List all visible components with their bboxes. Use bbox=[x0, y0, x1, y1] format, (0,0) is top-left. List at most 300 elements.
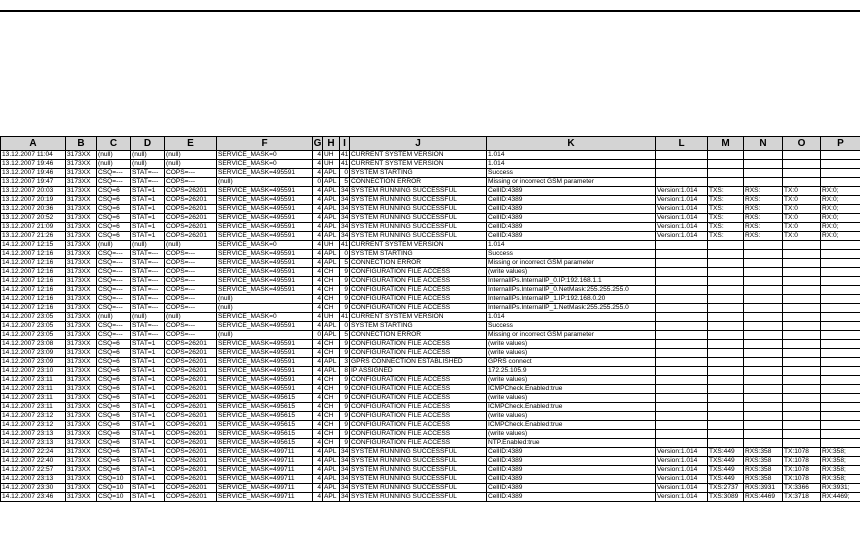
cell-g[interactable]: 0 bbox=[313, 331, 323, 340]
cell-l[interactable] bbox=[656, 358, 708, 367]
cell-m[interactable] bbox=[708, 169, 744, 178]
cell-g[interactable]: 4 bbox=[313, 232, 323, 241]
cell-h[interactable]: UH bbox=[323, 313, 340, 322]
cell-d[interactable]: STAT=--- bbox=[131, 322, 165, 331]
cell-h[interactable]: CH bbox=[323, 286, 340, 295]
cell-f[interactable]: SERVICE_MASK=495615 bbox=[217, 421, 313, 430]
cell-g[interactable]: 4 bbox=[313, 385, 323, 394]
cell-m[interactable] bbox=[708, 340, 744, 349]
cell-f[interactable]: SERVICE_MASK=495615 bbox=[217, 430, 313, 439]
cell-j[interactable]: CONFIGURATION FILE ACCESS bbox=[350, 349, 487, 358]
cell-n[interactable] bbox=[744, 250, 783, 259]
cell-e[interactable]: COPS=26201 bbox=[165, 475, 217, 484]
cell-k[interactable]: CellID:4389 bbox=[487, 196, 656, 205]
cell-g[interactable]: 4 bbox=[313, 322, 323, 331]
cell-p[interactable] bbox=[821, 403, 860, 412]
cell-g[interactable]: 4 bbox=[313, 223, 323, 232]
cell-m[interactable] bbox=[708, 313, 744, 322]
cell-o[interactable] bbox=[783, 259, 821, 268]
cell-c[interactable]: CSQ=--- bbox=[97, 178, 131, 187]
cell-h[interactable]: CH bbox=[323, 295, 340, 304]
cell-d[interactable]: (null) bbox=[131, 151, 165, 160]
cell-e[interactable]: COPS=26201 bbox=[165, 214, 217, 223]
cell-d[interactable]: STAT=1 bbox=[131, 367, 165, 376]
cell-d[interactable]: STAT=1 bbox=[131, 376, 165, 385]
cell-f[interactable]: SERVICE_MASK=499711 bbox=[217, 457, 313, 466]
cell-d[interactable]: STAT=1 bbox=[131, 412, 165, 421]
cell-k[interactable]: Missing or incorrect GSM parameter bbox=[487, 259, 656, 268]
cell-h[interactable]: APL bbox=[323, 331, 340, 340]
cell-f[interactable]: SERVICE_MASK=499711 bbox=[217, 475, 313, 484]
cell-g[interactable]: 4 bbox=[313, 277, 323, 286]
cell-i[interactable]: 9 bbox=[340, 304, 350, 313]
cell-n[interactable] bbox=[744, 421, 783, 430]
cell-j[interactable]: CURRENT SYSTEM VERSION bbox=[350, 160, 487, 169]
cell-g[interactable]: 4 bbox=[313, 169, 323, 178]
cell-h[interactable]: UH bbox=[323, 241, 340, 250]
cell-f[interactable]: SERVICE_MASK=495591 bbox=[217, 205, 313, 214]
cell-o[interactable] bbox=[783, 331, 821, 340]
cell-a[interactable]: 14.12.2007 12:15 bbox=[1, 241, 66, 250]
column-header-k[interactable]: K bbox=[487, 137, 656, 151]
cell-j[interactable]: SYSTEM RUNNING SUCCESSFUL bbox=[350, 187, 487, 196]
cell-p[interactable] bbox=[821, 160, 860, 169]
cell-a[interactable]: 14.12.2007 12:16 bbox=[1, 277, 66, 286]
cell-c[interactable]: CSQ=6 bbox=[97, 214, 131, 223]
cell-l[interactable] bbox=[656, 169, 708, 178]
cell-m[interactable] bbox=[708, 358, 744, 367]
cell-d[interactable]: STAT=1 bbox=[131, 484, 165, 493]
cell-n[interactable]: RXS: bbox=[744, 223, 783, 232]
cell-l[interactable] bbox=[656, 412, 708, 421]
cell-f[interactable]: SERVICE_MASK=495591 bbox=[217, 322, 313, 331]
cell-g[interactable]: 4 bbox=[313, 430, 323, 439]
cell-p[interactable] bbox=[821, 313, 860, 322]
cell-p[interactable]: RX:358; bbox=[821, 475, 860, 484]
cell-f[interactable]: SERVICE_MASK=495615 bbox=[217, 394, 313, 403]
cell-f[interactable]: (null) bbox=[217, 178, 313, 187]
cell-n[interactable] bbox=[744, 394, 783, 403]
cell-g[interactable]: 4 bbox=[313, 439, 323, 448]
cell-m[interactable]: TXS: bbox=[708, 214, 744, 223]
column-header-f[interactable]: F bbox=[217, 137, 313, 151]
cell-m[interactable] bbox=[708, 241, 744, 250]
cell-f[interactable]: (null) bbox=[217, 304, 313, 313]
cell-e[interactable]: COPS=26201 bbox=[165, 376, 217, 385]
cell-i[interactable]: 34 bbox=[341, 223, 349, 230]
cell-j[interactable]: CURRENT SYSTEM VERSION bbox=[350, 313, 487, 322]
cell-a[interactable]: 14.12.2007 23:08 bbox=[1, 340, 66, 349]
cell-g[interactable]: 4 bbox=[313, 250, 323, 259]
cell-e[interactable]: COPS=26201 bbox=[165, 349, 217, 358]
cell-d[interactable]: STAT=--- bbox=[131, 304, 165, 313]
cell-m[interactable] bbox=[708, 331, 744, 340]
cell-a[interactable]: 13.12.2007 19:46 bbox=[1, 169, 66, 178]
cell-f[interactable]: SERVICE_MASK=495591 bbox=[217, 376, 313, 385]
cell-b[interactable]: 3173XX bbox=[66, 493, 97, 502]
cell-j[interactable]: CONFIGURATION FILE ACCESS bbox=[350, 268, 487, 277]
cell-b[interactable]: 3173XX bbox=[66, 340, 97, 349]
cell-b[interactable]: 3173XX bbox=[66, 223, 97, 232]
cell-f[interactable]: SERVICE_MASK=499711 bbox=[217, 466, 313, 475]
cell-i[interactable]: 5 bbox=[340, 331, 350, 340]
cell-a[interactable]: 14.12.2007 23:30 bbox=[1, 484, 66, 493]
cell-h[interactable]: APL bbox=[323, 457, 340, 466]
cell-p[interactable]: RX:358; bbox=[821, 466, 860, 475]
cell-d[interactable]: (null) bbox=[131, 313, 165, 322]
cell-h[interactable]: APL bbox=[323, 322, 340, 331]
cell-k[interactable]: ICMPCheck.Enabled:true bbox=[487, 385, 656, 394]
cell-d[interactable]: STAT=--- bbox=[131, 250, 165, 259]
cell-b[interactable]: 3173XX bbox=[66, 322, 97, 331]
cell-c[interactable]: CSQ=--- bbox=[97, 169, 131, 178]
cell-a[interactable]: 14.12.2007 23:13 bbox=[1, 439, 66, 448]
cell-f[interactable]: SERVICE_MASK=495591 bbox=[217, 223, 313, 232]
cell-b[interactable]: 3173XX bbox=[66, 376, 97, 385]
cell-e[interactable]: COPS=26201 bbox=[165, 412, 217, 421]
cell-a[interactable]: 14.12.2007 23:05 bbox=[1, 313, 66, 322]
cell-h[interactable]: APL bbox=[323, 358, 340, 367]
cell-h[interactable]: UH bbox=[323, 160, 340, 169]
cell-p[interactable] bbox=[821, 349, 860, 358]
cell-a[interactable]: 14.12.2007 12:16 bbox=[1, 295, 66, 304]
cell-j[interactable]: GPRS CONNECTION ESTABLISHED bbox=[350, 358, 487, 367]
cell-f[interactable]: SERVICE_MASK=495591 bbox=[217, 232, 313, 241]
cell-b[interactable]: 3173XX bbox=[66, 358, 97, 367]
cell-p[interactable] bbox=[821, 421, 860, 430]
cell-g[interactable]: 4 bbox=[313, 349, 323, 358]
cell-e[interactable]: (null) bbox=[165, 160, 217, 169]
cell-b[interactable]: 3173XX bbox=[66, 403, 97, 412]
cell-l[interactable]: Version:1.014 bbox=[656, 205, 708, 214]
cell-g[interactable]: 4 bbox=[313, 214, 323, 223]
cell-p[interactable] bbox=[821, 367, 860, 376]
cell-d[interactable]: STAT=1 bbox=[131, 223, 165, 232]
cell-d[interactable]: STAT=1 bbox=[131, 403, 165, 412]
cell-l[interactable] bbox=[656, 403, 708, 412]
cell-a[interactable]: 14.12.2007 12:16 bbox=[1, 259, 66, 268]
cell-b[interactable]: 3173XX bbox=[66, 394, 97, 403]
cell-f[interactable]: SERVICE_MASK=0 bbox=[217, 151, 313, 160]
cell-b[interactable]: 3173XX bbox=[66, 277, 97, 286]
cell-l[interactable]: Version:1.014 bbox=[656, 466, 708, 475]
cell-f[interactable]: SERVICE_MASK=495591 bbox=[217, 196, 313, 205]
column-header-d[interactable]: D bbox=[131, 137, 165, 151]
cell-i[interactable]: 34 bbox=[341, 493, 349, 500]
cell-k[interactable]: Success bbox=[487, 169, 656, 178]
cell-g[interactable]: 4 bbox=[313, 304, 323, 313]
cell-j[interactable]: CONFIGURATION FILE ACCESS bbox=[350, 295, 487, 304]
cell-g[interactable]: 4 bbox=[313, 493, 323, 502]
cell-n[interactable] bbox=[744, 430, 783, 439]
cell-m[interactable] bbox=[708, 421, 744, 430]
cell-o[interactable]: TX:1078 bbox=[783, 448, 821, 457]
cell-e[interactable]: COPS=26201 bbox=[165, 448, 217, 457]
cell-i[interactable]: 34 bbox=[341, 196, 349, 203]
cell-j[interactable]: SYSTEM RUNNING SUCCESSFUL bbox=[350, 232, 487, 241]
cell-e[interactable]: COPS=26201 bbox=[165, 493, 217, 502]
cell-h[interactable]: APL bbox=[323, 223, 340, 232]
cell-m[interactable]: TXS:2737 bbox=[708, 484, 744, 493]
cell-h[interactable]: APL bbox=[323, 178, 340, 187]
cell-p[interactable]: RX:0; bbox=[821, 214, 860, 223]
cell-i[interactable]: 0 bbox=[340, 169, 350, 178]
cell-g[interactable]: 4 bbox=[313, 286, 323, 295]
cell-o[interactable] bbox=[783, 376, 821, 385]
cell-k[interactable]: Success bbox=[487, 250, 656, 259]
column-header-c[interactable]: C bbox=[97, 137, 131, 151]
cell-n[interactable] bbox=[744, 169, 783, 178]
cell-b[interactable]: 3173XX bbox=[66, 475, 97, 484]
cell-n[interactable] bbox=[744, 268, 783, 277]
cell-f[interactable]: SERVICE_MASK=495591 bbox=[217, 367, 313, 376]
cell-b[interactable]: 3173XX bbox=[66, 421, 97, 430]
cell-n[interactable] bbox=[744, 277, 783, 286]
cell-c[interactable]: CSQ=6 bbox=[97, 439, 131, 448]
cell-j[interactable]: SYSTEM RUNNING SUCCESSFUL bbox=[350, 214, 487, 223]
cell-c[interactable]: CSQ=--- bbox=[97, 259, 131, 268]
cell-a[interactable]: 14.12.2007 12:16 bbox=[1, 304, 66, 313]
cell-c[interactable]: CSQ=--- bbox=[97, 295, 131, 304]
cell-o[interactable]: TX:3718 bbox=[783, 493, 821, 502]
cell-b[interactable]: 3173XX bbox=[66, 466, 97, 475]
cell-j[interactable]: SYSTEM RUNNING SUCCESSFUL bbox=[350, 466, 487, 475]
cell-n[interactable] bbox=[744, 439, 783, 448]
cell-m[interactable] bbox=[708, 178, 744, 187]
cell-f[interactable]: SERVICE_MASK=495591 bbox=[217, 250, 313, 259]
cell-h[interactable]: CH bbox=[323, 394, 340, 403]
cell-l[interactable] bbox=[656, 367, 708, 376]
cell-p[interactable] bbox=[821, 286, 860, 295]
cell-h[interactable]: APL bbox=[323, 475, 340, 484]
cell-f[interactable]: SERVICE_MASK=495591 bbox=[217, 187, 313, 196]
cell-l[interactable] bbox=[656, 160, 708, 169]
cell-o[interactable]: TX:3366 bbox=[783, 484, 821, 493]
cell-n[interactable] bbox=[744, 412, 783, 421]
cell-m[interactable] bbox=[708, 376, 744, 385]
cell-b[interactable]: 3173XX bbox=[66, 349, 97, 358]
cell-h[interactable]: APL bbox=[323, 484, 340, 493]
cell-n[interactable] bbox=[744, 358, 783, 367]
cell-g[interactable]: 4 bbox=[313, 403, 323, 412]
column-header-b[interactable]: B bbox=[66, 137, 97, 151]
cell-j[interactable]: CONNECTION ERROR bbox=[350, 331, 487, 340]
cell-j[interactable]: CONFIGURATION FILE ACCESS bbox=[350, 286, 487, 295]
cell-p[interactable] bbox=[821, 331, 860, 340]
cell-n[interactable] bbox=[744, 178, 783, 187]
cell-p[interactable] bbox=[821, 241, 860, 250]
cell-l[interactable] bbox=[656, 250, 708, 259]
cell-f[interactable]: (null) bbox=[217, 331, 313, 340]
cell-a[interactable]: 13.12.2007 19:46 bbox=[1, 160, 66, 169]
cell-o[interactable] bbox=[783, 349, 821, 358]
cell-g[interactable]: 4 bbox=[313, 205, 323, 214]
cell-a[interactable]: 14.12.2007 23:11 bbox=[1, 403, 66, 412]
cell-n[interactable] bbox=[744, 241, 783, 250]
cell-c[interactable]: CSQ=6 bbox=[97, 358, 131, 367]
cell-m[interactable] bbox=[708, 160, 744, 169]
column-header-e[interactable]: E bbox=[165, 137, 217, 151]
cell-l[interactable]: Version:1.014 bbox=[656, 457, 708, 466]
cell-f[interactable]: SERVICE_MASK=495591 bbox=[217, 277, 313, 286]
cell-a[interactable]: 14.12.2007 23:11 bbox=[1, 385, 66, 394]
cell-c[interactable]: CSQ=6 bbox=[97, 466, 131, 475]
cell-h[interactable]: APL bbox=[323, 196, 340, 205]
cell-k[interactable]: (write values) bbox=[487, 349, 656, 358]
cell-c[interactable]: CSQ=6 bbox=[97, 430, 131, 439]
cell-k[interactable]: CellID:4389 bbox=[487, 205, 656, 214]
cell-m[interactable] bbox=[708, 403, 744, 412]
cell-o[interactable] bbox=[783, 160, 821, 169]
cell-g[interactable]: 4 bbox=[313, 412, 323, 421]
cell-c[interactable]: CSQ=10 bbox=[97, 475, 131, 484]
cell-p[interactable] bbox=[821, 268, 860, 277]
cell-a[interactable]: 14.12.2007 23:13 bbox=[1, 475, 66, 484]
cell-j[interactable]: SYSTEM RUNNING SUCCESSFUL bbox=[350, 475, 487, 484]
cell-c[interactable]: (null) bbox=[97, 151, 131, 160]
cell-d[interactable]: STAT=--- bbox=[131, 286, 165, 295]
cell-d[interactable]: STAT=1 bbox=[131, 394, 165, 403]
cell-p[interactable] bbox=[821, 169, 860, 178]
cell-b[interactable]: 3173XX bbox=[66, 304, 97, 313]
cell-e[interactable]: COPS=26201 bbox=[165, 430, 217, 439]
cell-b[interactable]: 3173XX bbox=[66, 331, 97, 340]
cell-m[interactable] bbox=[708, 385, 744, 394]
cell-m[interactable] bbox=[708, 268, 744, 277]
cell-m[interactable] bbox=[708, 151, 744, 160]
cell-j[interactable]: SYSTEM STARTING bbox=[350, 322, 487, 331]
cell-i[interactable]: 3 bbox=[340, 358, 350, 367]
cell-n[interactable] bbox=[744, 331, 783, 340]
cell-e[interactable]: COPS=26201 bbox=[165, 457, 217, 466]
cell-b[interactable]: 3173XX bbox=[66, 196, 97, 205]
cell-m[interactable] bbox=[708, 295, 744, 304]
cell-b[interactable]: 3173XX bbox=[66, 205, 97, 214]
cell-d[interactable]: STAT=1 bbox=[131, 457, 165, 466]
cell-f[interactable]: (null) bbox=[217, 295, 313, 304]
cell-g[interactable]: 4 bbox=[313, 421, 323, 430]
cell-h[interactable]: APL bbox=[323, 493, 340, 502]
cell-k[interactable]: InternalIPs.InternalIP_0.IP:192.168.1.1 bbox=[487, 277, 656, 286]
cell-n[interactable] bbox=[744, 259, 783, 268]
cell-o[interactable] bbox=[783, 178, 821, 187]
cell-o[interactable]: TX:1078 bbox=[783, 457, 821, 466]
cell-j[interactable]: SYSTEM RUNNING SUCCESSFUL bbox=[350, 448, 487, 457]
cell-k[interactable]: CellID:4389 bbox=[487, 214, 656, 223]
cell-b[interactable]: 3173XX bbox=[66, 232, 97, 241]
cell-e[interactable]: COPS=--- bbox=[165, 286, 217, 295]
cell-g[interactable]: 4 bbox=[313, 268, 323, 277]
cell-o[interactable]: TX:0 bbox=[783, 223, 821, 232]
cell-j[interactable]: SYSTEM STARTING bbox=[350, 169, 487, 178]
cell-h[interactable]: CH bbox=[323, 412, 340, 421]
cell-i[interactable]: 0 bbox=[340, 250, 350, 259]
cell-g[interactable]: 0 bbox=[313, 178, 323, 187]
cell-h[interactable]: APL bbox=[323, 259, 340, 268]
cell-c[interactable]: CSQ=6 bbox=[97, 232, 131, 241]
cell-f[interactable]: SERVICE_MASK=495591 bbox=[217, 385, 313, 394]
cell-i[interactable]: 34 bbox=[341, 187, 349, 194]
cell-o[interactable] bbox=[783, 250, 821, 259]
cell-e[interactable]: COPS=26201 bbox=[165, 187, 217, 196]
cell-f[interactable]: SERVICE_MASK=499711 bbox=[217, 493, 313, 502]
cell-n[interactable] bbox=[744, 403, 783, 412]
cell-i[interactable]: 5 bbox=[340, 259, 350, 268]
cell-i[interactable]: 34 bbox=[341, 448, 349, 455]
cell-l[interactable] bbox=[656, 349, 708, 358]
column-header-a[interactable]: A bbox=[1, 137, 66, 151]
cell-m[interactable] bbox=[708, 394, 744, 403]
cell-k[interactable]: InternalIPs.InternalIP_0.NetMask:255.255.255.0 bbox=[487, 286, 656, 295]
cell-c[interactable]: CSQ=6 bbox=[97, 340, 131, 349]
cell-f[interactable]: SERVICE_MASK=495591 bbox=[217, 358, 313, 367]
cell-a[interactable]: 13.12.2007 20:36 bbox=[1, 205, 66, 214]
cell-m[interactable] bbox=[708, 286, 744, 295]
column-header-m[interactable]: M bbox=[708, 137, 744, 151]
cell-m[interactable]: TXS: bbox=[708, 232, 744, 241]
cell-m[interactable] bbox=[708, 322, 744, 331]
cell-p[interactable] bbox=[821, 259, 860, 268]
cell-a[interactable]: 13.12.2007 21:26 bbox=[1, 232, 66, 241]
cell-e[interactable]: (null) bbox=[165, 151, 217, 160]
cell-i[interactable]: 9 bbox=[340, 286, 350, 295]
cell-d[interactable]: STAT=1 bbox=[131, 187, 165, 196]
cell-o[interactable] bbox=[783, 367, 821, 376]
cell-e[interactable]: COPS=26201 bbox=[165, 340, 217, 349]
cell-e[interactable]: COPS=--- bbox=[165, 268, 217, 277]
cell-g[interactable]: 4 bbox=[313, 466, 323, 475]
cell-m[interactable]: TXS: bbox=[708, 196, 744, 205]
cell-k[interactable]: NTP.Enabled:true bbox=[487, 439, 656, 448]
column-header-i[interactable]: I bbox=[340, 137, 350, 151]
cell-c[interactable]: CSQ=--- bbox=[97, 268, 131, 277]
cell-o[interactable] bbox=[783, 268, 821, 277]
cell-i[interactable]: 34 bbox=[341, 484, 349, 491]
cell-g[interactable]: 4 bbox=[313, 367, 323, 376]
cell-a[interactable]: 14.12.2007 23:46 bbox=[1, 493, 66, 502]
cell-k[interactable]: CellID:4389 bbox=[487, 475, 656, 484]
cell-j[interactable]: SYSTEM STARTING bbox=[350, 250, 487, 259]
cell-o[interactable] bbox=[783, 286, 821, 295]
cell-j[interactable]: CONFIGURATION FILE ACCESS bbox=[350, 403, 487, 412]
cell-p[interactable]: RX:0; bbox=[821, 196, 860, 205]
cell-l[interactable] bbox=[656, 178, 708, 187]
cell-l[interactable]: Version:1.014 bbox=[656, 484, 708, 493]
cell-c[interactable]: CSQ=--- bbox=[97, 277, 131, 286]
cell-g[interactable]: 4 bbox=[313, 484, 323, 493]
cell-d[interactable]: (null) bbox=[131, 160, 165, 169]
cell-b[interactable]: 3173XX bbox=[66, 268, 97, 277]
cell-o[interactable]: TX:0 bbox=[783, 196, 821, 205]
cell-e[interactable]: COPS=--- bbox=[165, 277, 217, 286]
cell-g[interactable]: 4 bbox=[313, 376, 323, 385]
cell-g[interactable]: 4 bbox=[313, 196, 323, 205]
cell-f[interactable]: SERVICE_MASK=495591 bbox=[217, 214, 313, 223]
cell-l[interactable] bbox=[656, 268, 708, 277]
column-header-p[interactable]: P bbox=[821, 137, 860, 151]
cell-h[interactable]: APL bbox=[323, 250, 340, 259]
cell-o[interactable]: TX:1078 bbox=[783, 466, 821, 475]
cell-b[interactable]: 3173XX bbox=[66, 187, 97, 196]
cell-e[interactable]: COPS=--- bbox=[165, 259, 217, 268]
cell-m[interactable]: TXS:449 bbox=[708, 457, 744, 466]
column-header-l[interactable]: L bbox=[656, 137, 708, 151]
cell-p[interactable] bbox=[821, 358, 860, 367]
cell-l[interactable] bbox=[656, 277, 708, 286]
cell-m[interactable]: TXS: bbox=[708, 187, 744, 196]
cell-c[interactable]: CSQ=10 bbox=[97, 484, 131, 493]
cell-i[interactable]: 34 bbox=[341, 214, 349, 221]
